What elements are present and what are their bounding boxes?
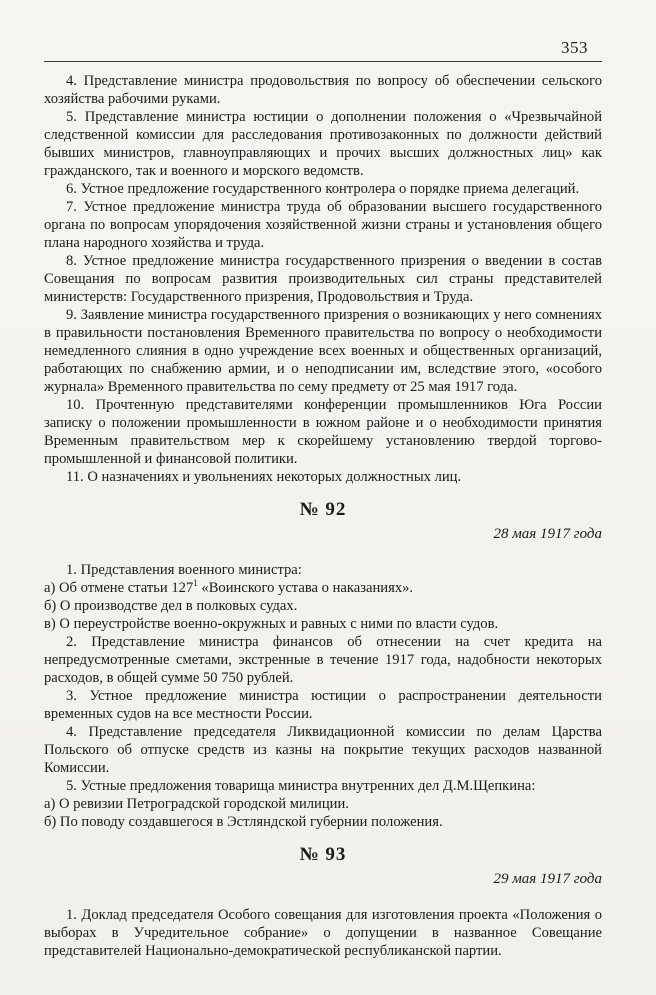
header-rule [44, 61, 602, 62]
document-number-92: № 92 [299, 499, 347, 520]
document-date-93: 29 мая 1917 года [493, 871, 602, 887]
document-date-92: 28 мая 1917 года [493, 526, 602, 542]
doc92-item-1-title: 1. Представления военного министра: [66, 562, 302, 578]
doc92-item-1b: б) О производстве дел в полковых судах. [44, 598, 298, 614]
agenda-item-8: 8. Устное предложение министра государственного призрения о введении в состав Совещания по вопросам развития производительных сил страны представителей министерств: Государственного призрения, Продовольствия и Труда. [44, 253, 602, 305]
doc92-item-5a: а) О ревизии Петроградской городской милиции. [44, 796, 349, 812]
doc92-item-4: 4. Представление председателя Ликвидационной комиссии по делам Царства Польского об отпуске средств из казны на покрытие текущих расходов названной Комиссии. [44, 724, 602, 776]
page-content [44, 72, 602, 960]
doc92-item-1c: в) О переустройстве военно-окружных и равных с ними по власти судов. [44, 616, 499, 632]
doc92-item-1a-prefix: а) Об отмене статьи 127 [44, 580, 194, 596]
doc93-item-1: 1. Доклад председателя Особого совещания для изготовления проекта «Положения о выборах в Учредительное собрание» о допущении в названное Совещание представителей Национально-демократической республиканской партии. [44, 907, 602, 959]
agenda-item-10: 10. Прочтенную представителями конференции промышленников Юга России записку о положении промышленности в южном районе и о необходимости принятия Временным правительством мер к скорейшему установлению твердой торгово-промышленной и финансовой политики. [44, 397, 602, 467]
doc92-item-3: 3. Устное предложение министра юстиции о распространении деятельности временных судов на все местности России. [44, 688, 602, 722]
document-number-93: № 93 [299, 844, 347, 865]
agenda-item-11: 11. О назначениях и увольнениях некоторых должностных лиц. [66, 469, 462, 485]
doc92-item-1a-sup: 1 [193, 578, 198, 589]
agenda-item-7: 7. Устное предложение министра труда об образовании высшего государственного органа по вопросам упорядочения хозяйственной жизни страны и установления общего плана народного хозяйства и труда. [44, 199, 602, 251]
agenda-item-4: 4. Представление министра продовольствия по вопросу об обеспечении сельского хозяйства рабочими руками. [44, 73, 602, 107]
doc92-item-2: 2. Представление министра финансов об отнесении на счет кредита на непредусмотренные сметами, экстренные в течение 1917 года, надобности некоторых расходов, в общей сумме 50 750 рублей. [44, 634, 602, 686]
doc92-item-1a-suffix: «Воинского устава о наказаниях». [197, 580, 414, 596]
doc92-item-5-title: 5. Устные предложения товарища министра внутренних дел Д.М.Щепкина: [66, 778, 536, 794]
agenda-item-5: 5. Представление министра юстиции о дополнении положения о «Чрезвычайной следственной комиссии для расследования противозаконных по должности действий бывших министров, главноуправляющих и прочих высших должностных лиц» как гражданского, так и военного и морского ведомств. [44, 109, 602, 179]
agenda-item-9: 9. Заявление министра государственного призрения о возникающих у него сомнениях в правильности постановления Временного правительства по вопросу о необходимости немедленного слияния в одно учреждение всех военных и общественных организаций, работающих по снабжению армии, и о неподписании им, вследствие этого, «особого журнала» Временного правительства по сему предмету от 25 мая 1917 года. [44, 307, 602, 395]
doc92-item-5b: б) По поводу создавшегося в Эстляндской губернии положения. [44, 814, 443, 830]
page-number: 353 [561, 38, 588, 57]
agenda-item-6: 6. Устное предложение государственного контролера о порядке приема делегаций. [66, 181, 580, 197]
doc92-item-1a [44, 579, 602, 597]
